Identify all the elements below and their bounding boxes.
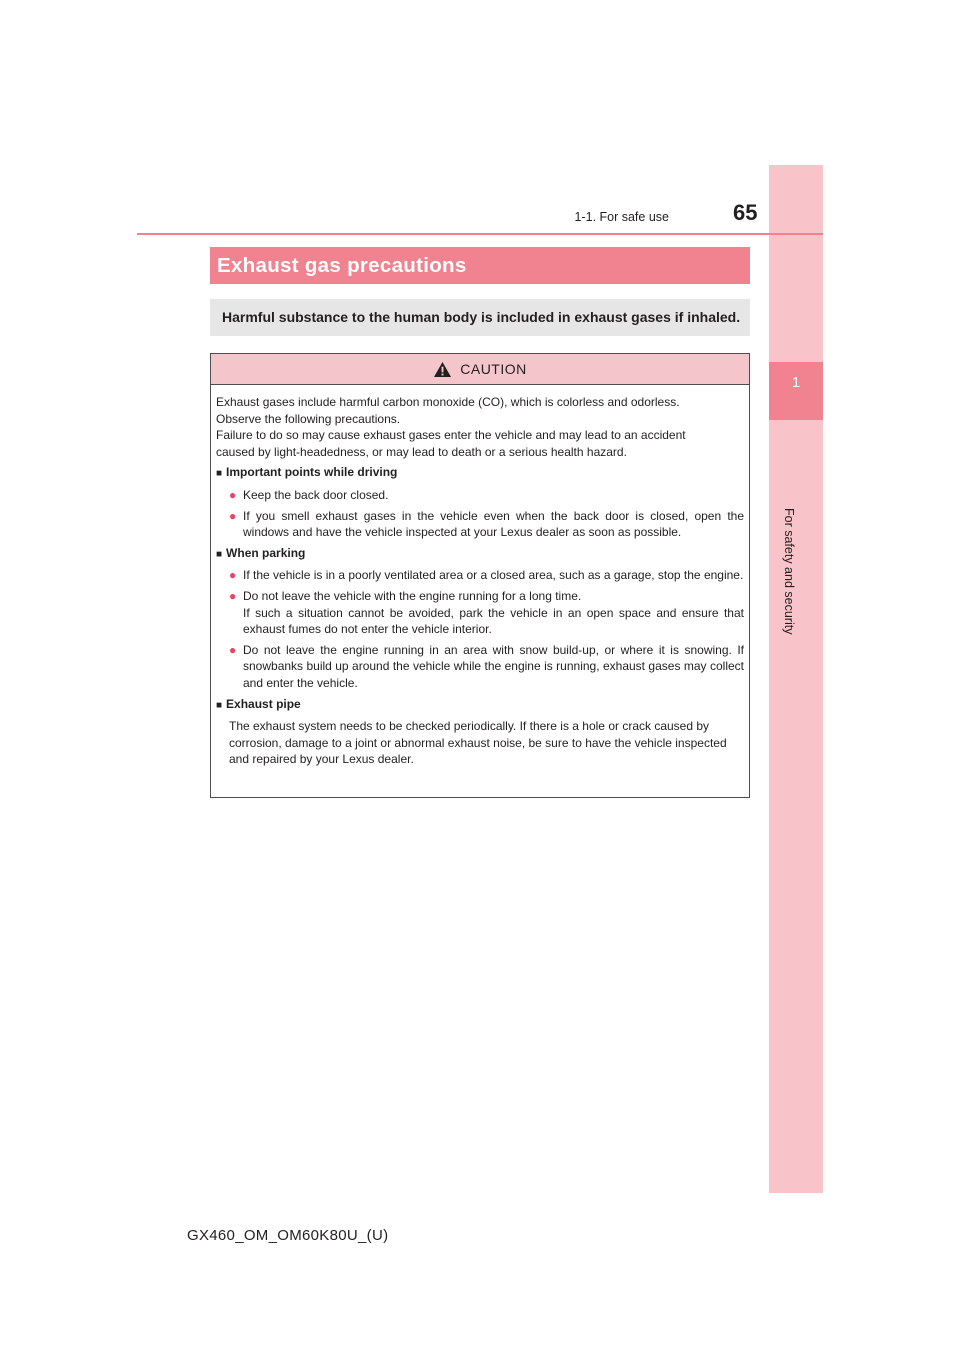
summary-bar: Harmful substance to the human body is included in exhaust gases if inhaled. bbox=[210, 299, 750, 336]
caution-box bbox=[210, 353, 750, 798]
list-item: ● Do not leave the vehicle with the engine running for a long time. If such a situation cannot be avoided, park the vehicle in an open space and ensure that exhaust fumes do not enter the vehicle interior. bbox=[229, 588, 744, 637]
intro-line: Failure to do so may cause exhaust gases enter the vehicle and may lead to an accident bbox=[216, 428, 686, 443]
warning-triangle-icon bbox=[433, 361, 452, 378]
exhaust-pipe-text: The exhaust system needs to be checked periodically. If there is a hole or crack caused by corrosion, damage to a joint or abnormal exhaust noise, be sure to have the vehicle inspected and repaired by your Lexus dealer. bbox=[229, 719, 727, 767]
chapter-number: 1 bbox=[791, 374, 801, 391]
list-item: ● Keep the back door closed. bbox=[229, 487, 389, 502]
bullet-dot-icon: ● bbox=[229, 487, 237, 502]
bullet-dot-icon: ● bbox=[229, 508, 237, 523]
intro-line: caused by light-headedness, or may lead to death or a serious health hazard. bbox=[216, 444, 627, 459]
document-code: GX460_OM_OM60K80U_(U) bbox=[187, 1227, 389, 1244]
bullet-dot-icon: ● bbox=[229, 568, 237, 583]
subheading-driving: ■ Important points while driving bbox=[216, 464, 744, 483]
side-tab-active-chapter bbox=[769, 362, 823, 420]
subheading-exhaust-pipe: ■ Exhaust pipe bbox=[216, 696, 744, 715]
intro-line: Observe the following precautions. bbox=[216, 411, 401, 426]
list-item: ● Do not leave the engine running in an area with snow build-up, or where it is snowing. If snowbanks build up around the vehicle while the engine is running, exhaust gases may collect and enter the vehicle. bbox=[229, 642, 744, 690]
header-rule bbox=[137, 233, 823, 235]
black-square-icon: ■ bbox=[216, 699, 223, 711]
bullet-dot-icon: ● bbox=[229, 642, 237, 657]
list-item: ● If the vehicle is in a poorly ventilated area or a closed area, such as a garage, stop the engine. bbox=[229, 568, 744, 583]
bullet-dot-icon: ● bbox=[229, 588, 237, 603]
chapter-label: For safety and security bbox=[782, 508, 796, 635]
page-number: 65 bbox=[733, 200, 758, 225]
side-tab bbox=[769, 165, 823, 1193]
section-title: 1-1. For safe use bbox=[574, 210, 669, 224]
black-square-icon: ■ bbox=[216, 548, 223, 560]
page-title: Exhaust gas precautions bbox=[210, 247, 750, 284]
caution-header bbox=[211, 354, 749, 385]
caution-label: CAUTION bbox=[460, 361, 527, 377]
intro-line: Exhaust gases include harmful carbon monoxide (CO), which is colorless and odorless. bbox=[216, 395, 680, 409]
list-item: ● If you smell exhaust gases in the vehicle even when the back door is closed, open the windows and have the vehicle inspected at your Lexus dealer as soon as possible. bbox=[229, 508, 744, 540]
caution-body bbox=[211, 385, 749, 768]
subheading-parking: ■ When parking bbox=[216, 545, 744, 564]
black-square-icon: ■ bbox=[216, 468, 223, 480]
